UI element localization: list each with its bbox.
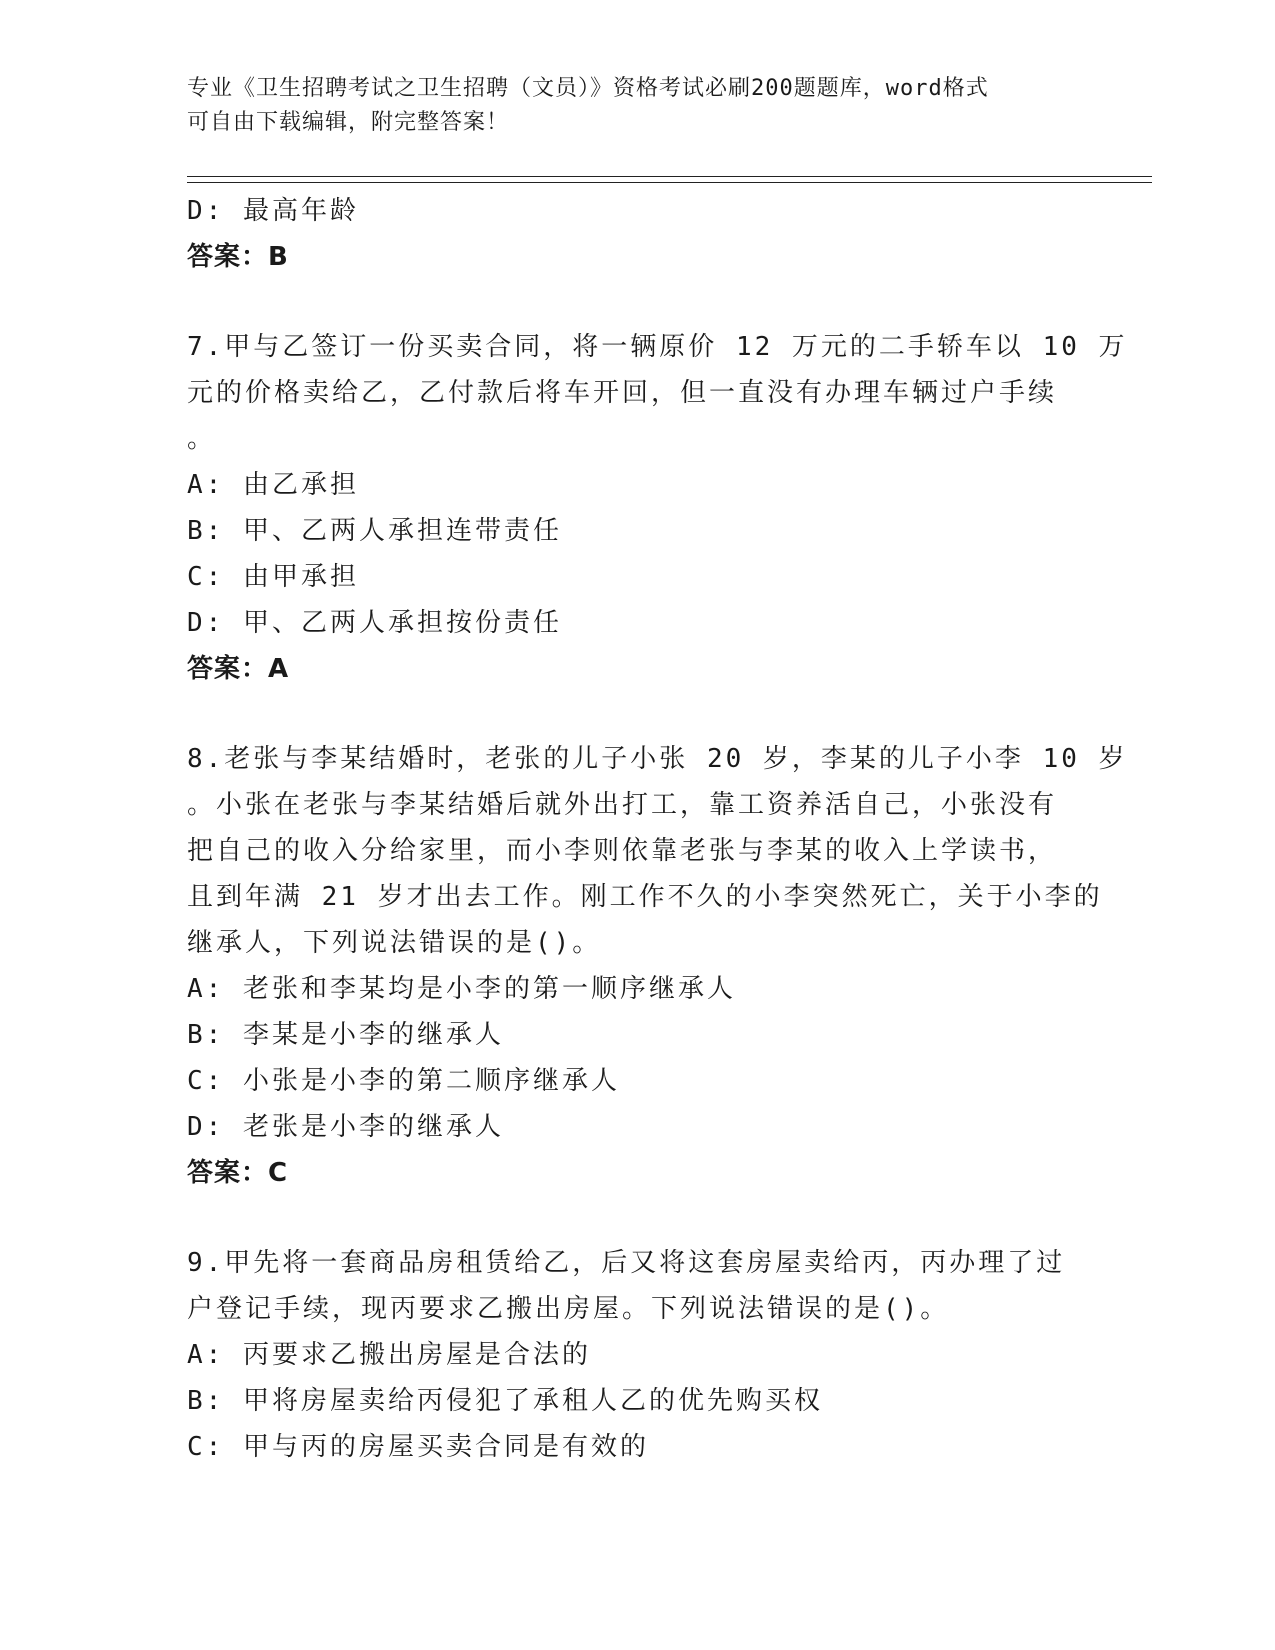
option-a: A: 丙要求乙搬出房屋是合法的 (187, 1340, 591, 1370)
option-b: B: 李某是小李的继承人 (187, 1020, 504, 1050)
question-9 (187, 1240, 1087, 1470)
question-stem-line: 元的价格卖给乙，乙付款后将车开回，但一直没有办理车辆过户手续 (187, 378, 1058, 408)
question-stem-line: 7.甲与乙签订一份买卖合同，将一辆原价 12 万元的二手轿车以 10 万 (187, 332, 1128, 362)
question-stem-line: 。小张在老张与李某结婚后就外出打工，靠工资养活自己，小张没有 (187, 790, 1058, 820)
answer-line: 答案：C (187, 1158, 289, 1188)
option-c: C: 小张是小李的第二顺序继承人 (187, 1066, 620, 1096)
question-stem-line: 8.老张与李某结婚时，老张的儿子小张 20 岁，李某的儿子小李 10 岁 (187, 744, 1128, 774)
option-d: D: 甲、乙两人承担按份责任 (187, 608, 562, 638)
question-stem-line: 。 (187, 424, 217, 454)
option-b: B: 甲将房屋卖给丙侵犯了承租人乙的优先购买权 (187, 1386, 823, 1416)
previous-question-tail (187, 188, 1087, 280)
header-line-2: 可自由下载编辑，附完整答案！ (187, 110, 510, 135)
question-stem-line: 户登记手续，现丙要求乙搬出房屋。下列说法错误的是()。 (187, 1294, 950, 1324)
option-b: B: 甲、乙两人承担连带责任 (187, 516, 562, 546)
answer-line: 答案：A (187, 654, 290, 684)
question-8 (187, 736, 1128, 1196)
document-body (187, 188, 1128, 1470)
question-stem-line: 继承人，下列说法错误的是()。 (187, 928, 602, 958)
option-c: C: 甲与丙的房屋买卖合同是有效的 (187, 1432, 649, 1462)
question-7 (187, 324, 1128, 692)
option-c: C: 由甲承担 (187, 562, 359, 592)
option-a: A: 由乙承担 (187, 470, 359, 500)
option-d: D: 最高年龄 (187, 196, 359, 226)
header-line-1: 专业《卫生招聘考试之卫生招聘（文员）》资格考试必刷200题题库，word格式 (187, 76, 989, 101)
question-stem-line: 且到年满 21 岁才出去工作。刚工作不久的小李突然死亡，关于小李的 (187, 882, 1103, 912)
answer-line: 答案：B (187, 242, 289, 272)
header-divider-bottom (187, 182, 1152, 183)
header-divider-top (187, 176, 1152, 177)
question-stem-line: 9.甲先将一套商品房租赁给乙，后又将这套房屋卖给丙，丙办理了过 (187, 1248, 1066, 1278)
document-header (187, 72, 1087, 140)
option-a: A: 老张和李某均是小李的第一顺序继承人 (187, 974, 736, 1004)
option-d: D: 老张是小李的继承人 (187, 1112, 504, 1142)
question-stem-line: 把自己的收入分给家里，而小李则依靠老张与李某的收入上学读书， (187, 836, 1058, 866)
